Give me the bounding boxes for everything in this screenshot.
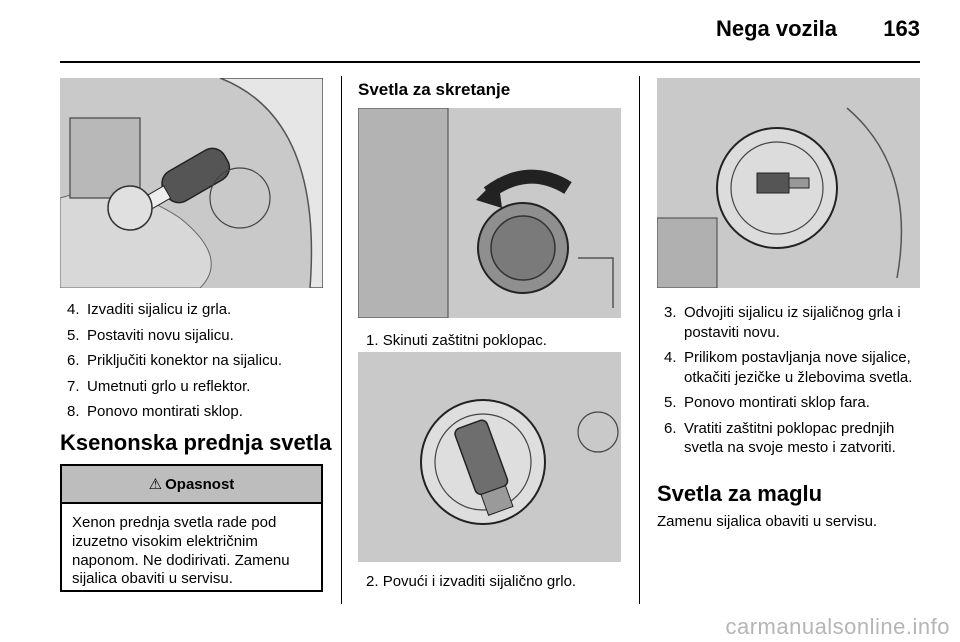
list-item: 4. Izvaditi sijalicu iz grla. <box>67 301 232 318</box>
list-item: 5. Postaviti novu sijalicu. <box>67 326 234 344</box>
fog-lights-note: Zamenu sijalica obaviti u servisu. <box>657 513 878 530</box>
list-item: 6. Vratiti zaštitni poklopac prednjih svetla na svoje mesto i zatvoriti. <box>664 419 896 456</box>
list-item: 3. Odvojiti sijalicu iz sijaličnog grla i postaviti novu. <box>664 304 901 341</box>
bulb-socket-removal-illustration <box>358 352 621 562</box>
step-1: 1. Skinuti zaštitni poklopac. <box>366 332 547 349</box>
warning-header <box>62 466 321 504</box>
warning-text: Xenon prednja svetla rade pod izuzetno visokim električnim naponom. Ne dodirivati. Zamenu sijalica obaviti u servisu. <box>72 514 290 588</box>
list-item: 5. Ponovo montirati sklop fara. <box>664 394 870 411</box>
list-item: 8. Ponovo montirati sklop. <box>67 403 243 420</box>
warning-triangle-icon: ⚠ <box>148 476 163 493</box>
step-2: 2. Povući i izvaditi sijalično grlo. <box>366 573 577 590</box>
section-heading-fog-lights: Svetla za maglu <box>657 481 823 506</box>
warning-box <box>60 464 323 592</box>
step-list-col1 <box>67 300 332 428</box>
section-heading-xenon: Ksenonska prednja svetla <box>60 430 332 455</box>
watermark-text: carmanualsonline.info <box>725 614 950 639</box>
page-number: 163 <box>883 16 920 41</box>
list-item: 6. Priključiti konektor na sijalicu. <box>67 352 283 369</box>
warning-title: Opasnost <box>165 475 235 493</box>
turn-light-cover-illustration <box>358 108 621 318</box>
column-divider-right <box>639 76 640 604</box>
header-divider <box>60 61 920 63</box>
list-item: 7. Umetnuti grlo u reflektor. <box>67 377 251 395</box>
headlight-bulb-illustration <box>60 78 323 288</box>
list-item: 4. Prilikom postavljanja nove sijalice, otkačiti jezičke u žlebovima svetla. <box>664 349 913 386</box>
section-heading-turn-lights: Svetla za skretanje <box>358 80 511 99</box>
bulb-in-socket-illustration <box>657 78 920 288</box>
step-list-col3 <box>664 303 922 464</box>
page-section-title: Nega vozila <box>715 16 837 41</box>
column-divider-left <box>341 76 342 604</box>
